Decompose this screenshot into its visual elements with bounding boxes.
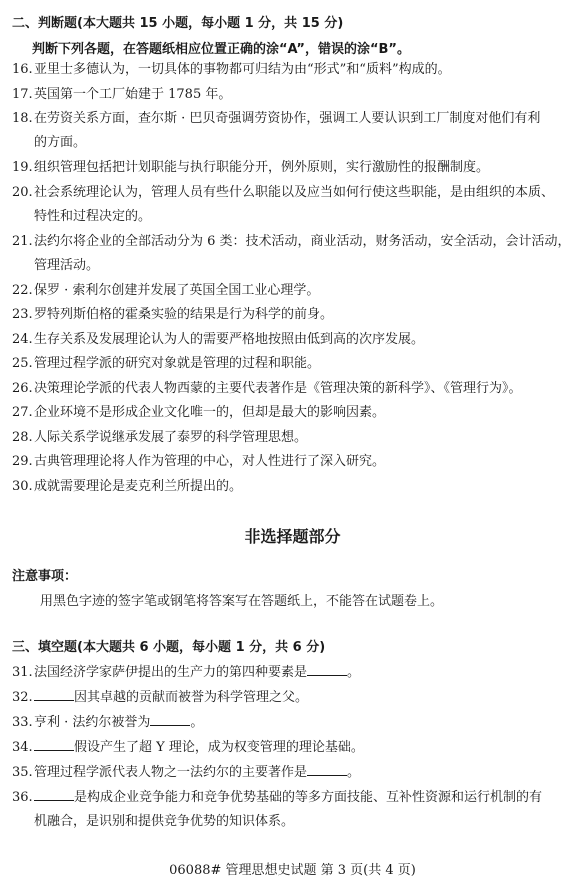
question-number: 17. bbox=[12, 86, 33, 102]
fill-in-item bbox=[12, 736, 577, 760]
notice-text: 用黑色字迹的签字笔或钢笔将答案写在答题纸上，不能答在试题卷上。 bbox=[40, 594, 444, 609]
question-item bbox=[12, 230, 577, 278]
question-text-after-blank: 。 bbox=[347, 665, 361, 680]
question-number: 18. bbox=[12, 111, 33, 126]
question-text-before-blank: 亨利 · 法约尔被誉为 bbox=[34, 715, 151, 730]
answer-blank bbox=[150, 713, 190, 726]
question-text-after-blank: 是构成企业竞争能力和竞争优势基础的等多方面技能、互补性资源和运行机制的有 bbox=[74, 790, 543, 805]
question-text-after-blank: 因其卓越的贡献而被誉为科学管理之父。 bbox=[74, 690, 309, 705]
question-item bbox=[12, 352, 577, 376]
section-3-heading: 三、填空题(本大题共 6 小题，每小题 1 分，共 6 分) bbox=[12, 640, 326, 655]
question-number: 27. bbox=[12, 405, 33, 420]
question-text: 成就需要理论是麦克利兰所提出的。 bbox=[34, 478, 243, 494]
question-text: 亚里士多德认为，一切具体的事物都可归结为由“形式”和“质料”构成的。 bbox=[34, 62, 451, 77]
question-item bbox=[12, 328, 577, 352]
question-number: 34. bbox=[12, 740, 33, 755]
question-number: 31. bbox=[12, 665, 33, 680]
section-2-instruction: 判断下列各题，在答题纸相应位置正确的涂“A”，错误的涂“B”。 bbox=[32, 42, 410, 57]
question-number: 28. bbox=[12, 429, 33, 445]
question-item bbox=[12, 377, 577, 401]
question-item bbox=[12, 475, 577, 499]
question-number: 23. bbox=[12, 307, 33, 322]
question-item bbox=[12, 107, 577, 155]
question-number: 30. bbox=[12, 478, 33, 494]
question-text-continuation: 管理活动。 bbox=[34, 257, 100, 273]
question-number: 25. bbox=[12, 356, 33, 371]
question-text: 管理过程学派的研究对象就是管理的过程和职能。 bbox=[34, 356, 321, 371]
answer-blank bbox=[307, 763, 347, 776]
question-text: 决策理论学派的代表人物西蒙的主要代表著作是《管理决策的新科学》、《管理行为》。 bbox=[34, 380, 522, 396]
question-item bbox=[12, 426, 577, 450]
question-number: 19. bbox=[12, 160, 33, 175]
question-item bbox=[12, 303, 577, 327]
question-number: 22. bbox=[12, 282, 33, 298]
question-text-continuation: 特性和过程决定的。 bbox=[34, 208, 152, 224]
question-number: 35. bbox=[12, 765, 33, 780]
question-item bbox=[12, 181, 577, 229]
question-text: 在劳资关系方面，查尔斯 · 巴贝奇强调劳资协作，强调工人要认识到工厂制度对他们有利 bbox=[34, 111, 541, 126]
question-text: 法约尔将企业的全部活动分为 6 类：技术活动，商业活动，财务活动，安全活动，会计活动， bbox=[34, 233, 571, 249]
fill-in-item bbox=[12, 786, 577, 834]
question-text: 人际关系学说继承发展了泰罗的科学管理思想。 bbox=[34, 429, 308, 445]
fill-in-item bbox=[12, 686, 577, 710]
question-text-continuation: 的方面。 bbox=[34, 135, 87, 150]
question-item bbox=[12, 279, 577, 303]
part-title: 非选择题部分 bbox=[244, 527, 341, 546]
answer-blank bbox=[34, 788, 74, 801]
question-text: 组织管理包括把计划职能与执行职能分开，例外原则，实行激励性的报酬制度。 bbox=[34, 160, 490, 175]
answer-blank bbox=[34, 688, 74, 701]
question-item bbox=[12, 156, 577, 180]
question-number: 21. bbox=[12, 233, 33, 249]
notice-label: 注意事项： bbox=[12, 569, 78, 584]
question-item bbox=[12, 83, 577, 107]
question-text-after-blank: 假设产生了超 Y 理论，成为权变管理的理论基础。 bbox=[74, 740, 364, 755]
question-text-before-blank: 管理过程学派代表人物之一法约尔的主要著作是 bbox=[34, 765, 308, 780]
question-text: 罗特列斯伯格的霍桑实验的结果是行为科学的前身。 bbox=[34, 307, 334, 322]
question-number: 16. bbox=[12, 62, 33, 77]
question-item bbox=[12, 58, 577, 82]
question-number: 26. bbox=[12, 380, 33, 396]
question-text: 企业环境不是形成企业文化唯一的，但却是最大的影响因素。 bbox=[34, 405, 386, 420]
question-number: 32. bbox=[12, 690, 33, 705]
question-item bbox=[12, 401, 577, 425]
question-text: 社会系统理论认为，管理人员有些什么职能以及应当如何行使这些职能，是由组织的本质、 bbox=[34, 184, 555, 200]
question-text: 生存关系及发展理论认为人的需要严格地按照由低到高的次序发展。 bbox=[34, 331, 425, 347]
question-number: 20. bbox=[12, 184, 33, 200]
question-text-before-blank: 法国经济学家萨伊提出的生产力的第四种要素是 bbox=[34, 665, 308, 680]
answer-blank bbox=[34, 738, 74, 751]
question-text: 英国第一个工厂始建于 1785 年。 bbox=[34, 86, 232, 102]
question-text-after-blank: 。 bbox=[190, 715, 204, 730]
question-text-after-blank: 。 bbox=[347, 765, 361, 780]
section-2-heading: 二、判断题(本大题共 15 小题，每小题 1 分，共 15 分) bbox=[12, 16, 344, 31]
question-number: 36. bbox=[12, 790, 33, 805]
answer-blank bbox=[307, 663, 347, 676]
fill-in-item bbox=[12, 661, 577, 685]
question-text-continuation: 机融合，是识别和提供竞争优势的知识体系。 bbox=[34, 814, 295, 829]
question-number: 24. bbox=[12, 331, 33, 347]
question-item bbox=[12, 450, 577, 474]
question-number: 29. bbox=[12, 454, 33, 469]
question-text: 保罗 · 索利尔创建并发展了英国全国工业心理学。 bbox=[34, 282, 320, 298]
question-number: 33. bbox=[12, 715, 33, 730]
fill-in-item bbox=[12, 711, 577, 735]
question-text: 古典管理理论将人作为管理的中心，对人性进行了深入研究。 bbox=[34, 454, 386, 469]
page-footer: 06088# 管理思想史试题 第 3 页(共 4 页) bbox=[169, 863, 416, 878]
fill-in-item bbox=[12, 761, 577, 785]
